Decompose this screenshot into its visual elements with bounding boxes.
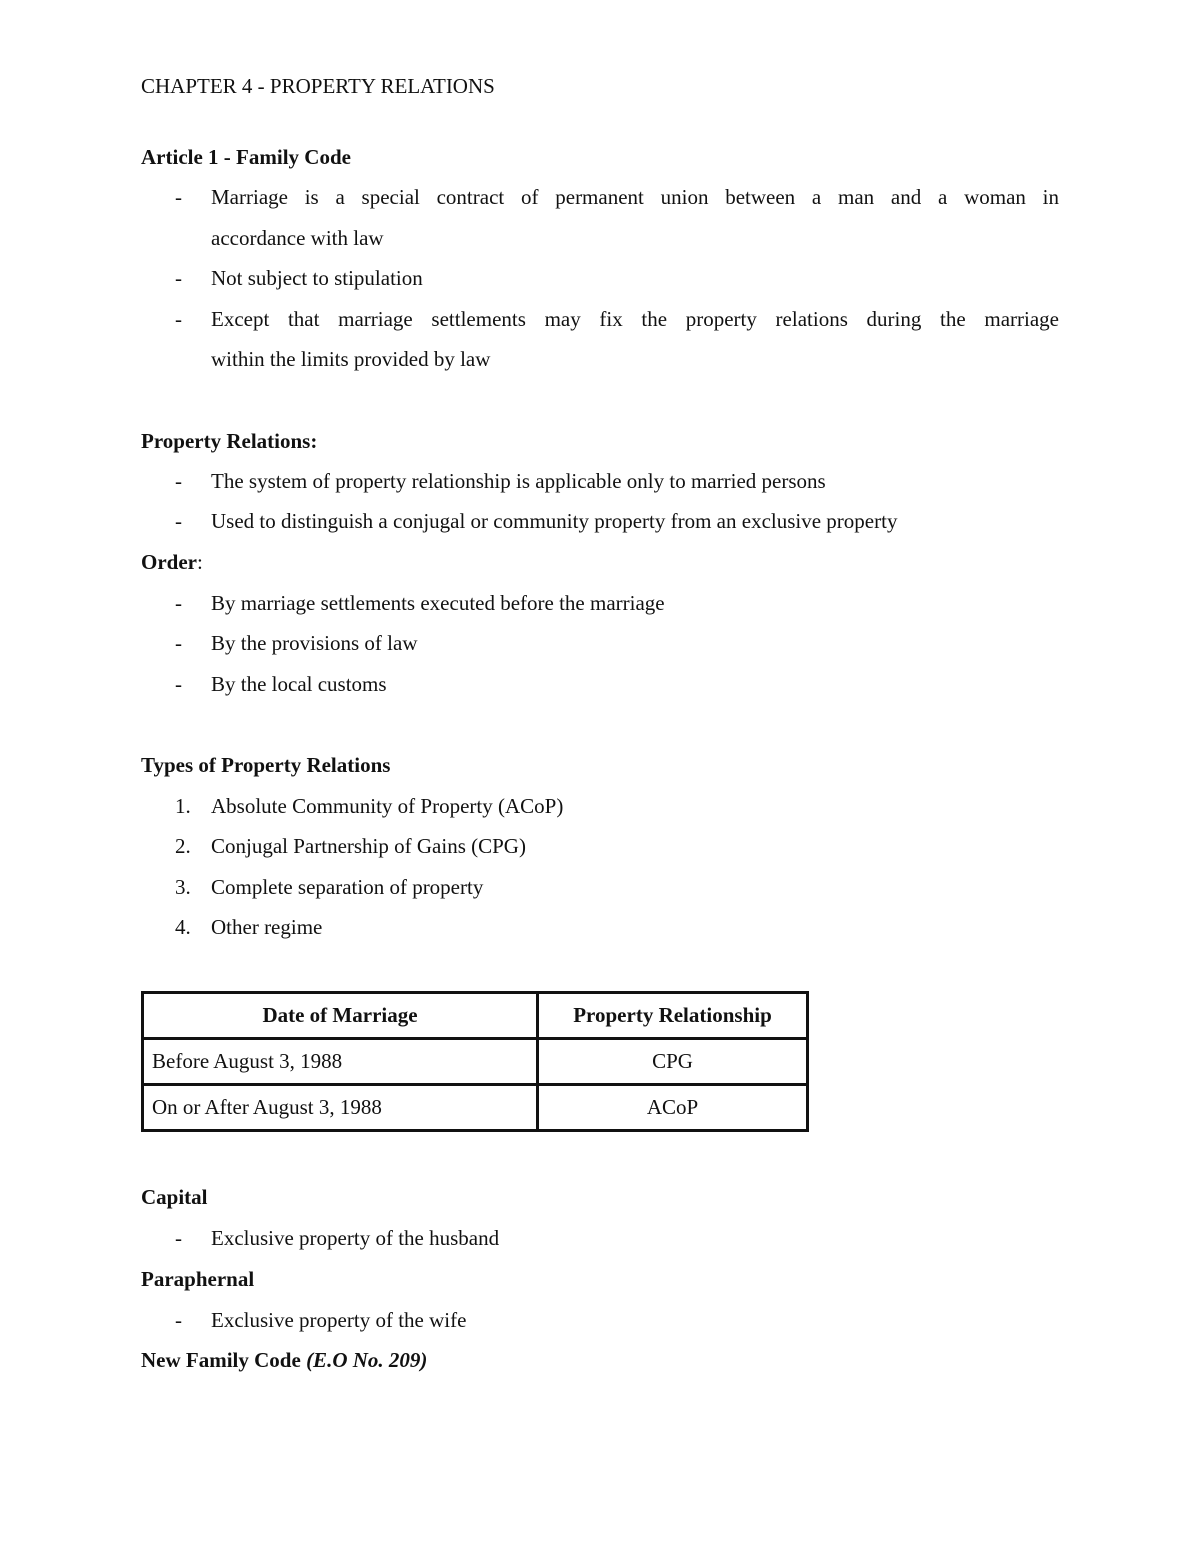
number-marker: 2. bbox=[175, 834, 191, 858]
table-cell-date: Before August 3, 1988 bbox=[143, 1039, 538, 1085]
list-item-text: Conjugal Partnership of Gains (CPG) bbox=[211, 834, 526, 858]
table-header-date: Date of Marriage bbox=[143, 993, 538, 1039]
new-family-code-eo: (E.O No. 209) bbox=[306, 1348, 428, 1372]
bullet-text: The system of property relationship is applicable only to married persons bbox=[211, 469, 826, 493]
capital-heading: Capital bbox=[141, 1185, 208, 1209]
order-heading: Order bbox=[141, 550, 197, 574]
bullet-text: Used to distinguish a conjugal or community property from an exclusive property bbox=[211, 509, 898, 533]
dash-marker: - bbox=[175, 591, 182, 615]
bullet-text: Except that marriage settlements may fix the property relations during the marriage bbox=[211, 307, 1059, 331]
dash-marker: - bbox=[175, 509, 182, 533]
table-header-relationship: Property Relationship bbox=[538, 993, 808, 1039]
bullet-text: Marriage is a special contract of permanent union between a man and a woman in bbox=[211, 185, 1059, 209]
property-relations-heading: Property Relations: bbox=[141, 429, 318, 453]
dash-marker: - bbox=[175, 1226, 182, 1250]
dash-marker: - bbox=[175, 185, 182, 209]
bullet-text: Exclusive property of the husband bbox=[211, 1226, 500, 1250]
chapter-title: CHAPTER 4 - PROPERTY RELATIONS bbox=[141, 74, 495, 98]
dash-marker: - bbox=[175, 1308, 182, 1332]
table-row bbox=[143, 1085, 808, 1131]
order-heading-line bbox=[141, 550, 203, 574]
bullet-text-continuation: accordance with law bbox=[211, 226, 384, 250]
table-cell-relationship: ACoP bbox=[538, 1085, 808, 1131]
marriage-property-table bbox=[141, 991, 809, 1132]
list-item-text: Complete separation of property bbox=[211, 875, 484, 899]
new-family-code-heading: New Family Code bbox=[141, 1348, 301, 1372]
bullet-text: Exclusive property of the wife bbox=[211, 1308, 467, 1332]
list-item-text: Absolute Community of Property (ACoP) bbox=[211, 794, 564, 818]
dash-marker: - bbox=[175, 307, 182, 331]
bullet-text: By marriage settlements executed before the marriage bbox=[211, 591, 665, 615]
table-row bbox=[143, 1039, 808, 1085]
dash-marker: - bbox=[175, 631, 182, 655]
order-heading-colon: : bbox=[196, 550, 203, 574]
number-marker: 3. bbox=[175, 875, 191, 899]
table-header-row bbox=[143, 993, 808, 1039]
dash-marker: - bbox=[175, 266, 182, 290]
table-cell-relationship: CPG bbox=[538, 1039, 808, 1085]
bullet-text: Not subject to stipulation bbox=[211, 266, 423, 290]
list-item-text: Other regime bbox=[211, 915, 323, 939]
dash-marker: - bbox=[175, 672, 182, 696]
bullet-text: By the local customs bbox=[211, 672, 387, 696]
new-family-code-line bbox=[141, 1348, 427, 1372]
article1-heading: Article 1 - Family Code bbox=[141, 145, 351, 169]
number-marker: 1. bbox=[175, 794, 191, 818]
bullet-text-continuation: within the limits provided by law bbox=[211, 347, 491, 371]
types-heading: Types of Property Relations bbox=[141, 753, 391, 777]
paraphernal-heading: Paraphernal bbox=[141, 1267, 255, 1291]
number-marker: 4. bbox=[175, 915, 191, 939]
bullet-text: By the provisions of law bbox=[211, 631, 418, 655]
table-cell-date: On or After August 3, 1988 bbox=[143, 1085, 538, 1131]
dash-marker: - bbox=[175, 469, 182, 493]
